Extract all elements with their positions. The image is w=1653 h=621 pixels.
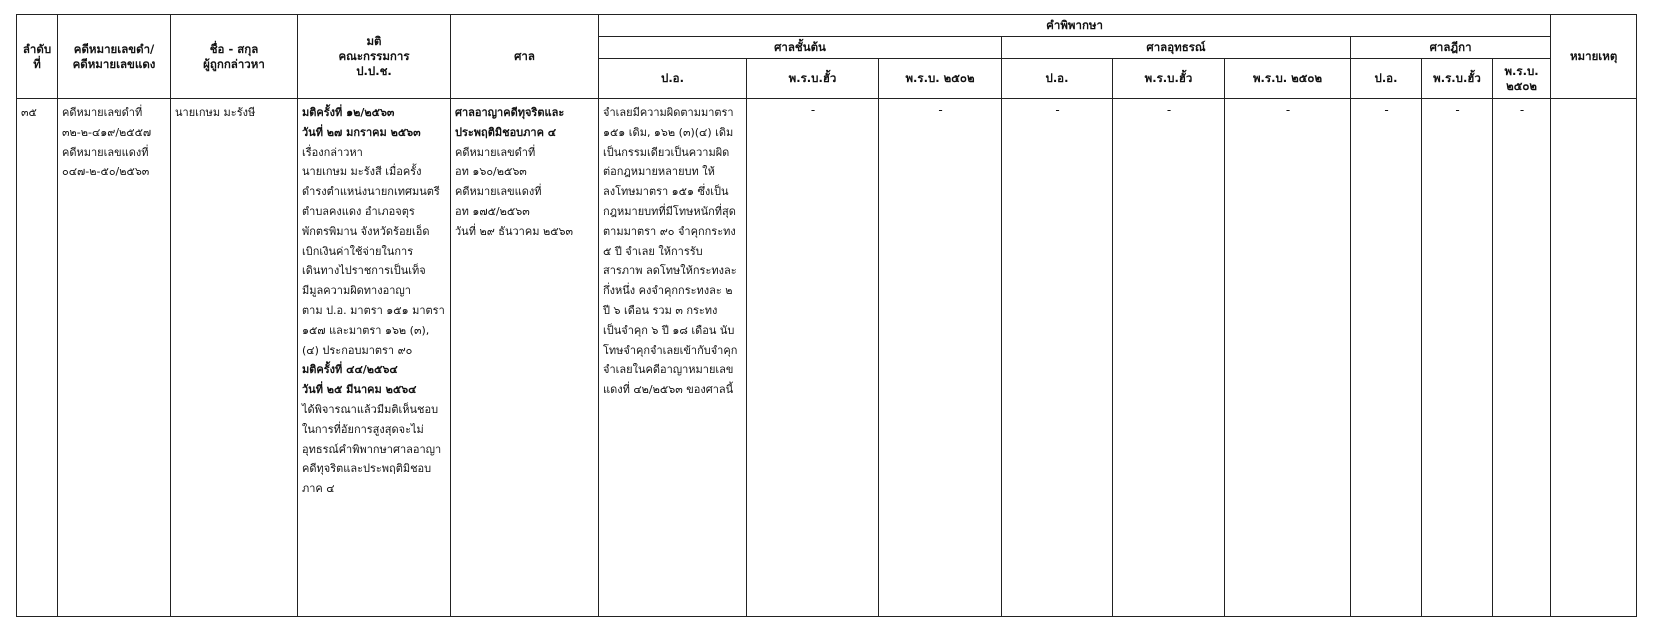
row-supreme-act-2502 (1493, 99, 1551, 617)
judgment-line: โทษจำคุกจำเลยเข้ากับจำคุก (603, 343, 738, 357)
case-number-line: ๐๔๗-๒-๕๐/๒๕๖๓ (62, 165, 150, 179)
row-supreme-criminal-code (1351, 99, 1422, 617)
judgment-line: กฎหมายบทที่มีโทษหนักที่สุด (603, 204, 736, 218)
text-line: วันที่ ๒๕ มีนาคม ๒๕๖๔ (302, 383, 417, 397)
header-supreme-act-old: พ.ร.บ.ฮั้ว (1422, 59, 1493, 99)
judgment-line: ตามมาตรา ๙๐ จำคุกกระทง (603, 224, 736, 238)
text-line: อุทธรณ์คำพิพากษาศาลอาญา (302, 442, 442, 456)
header-committee-resolution: มติ คณะกรรมการ ป.ป.ช. (298, 15, 451, 99)
text-line: ในการที่อัยการสูงสุดจะไม่ (302, 422, 424, 436)
row-appeal-act-old (1113, 99, 1225, 617)
judgment-line: จำเลยมีความผิดตามมาตรา (603, 106, 734, 119)
row-first-act-old (747, 99, 879, 617)
text-line: วันที่ ๒๗ มกราคม ๒๕๖๓ (302, 125, 421, 139)
text-line: เบิกเงินค่าใช้จ่ายในการ (302, 244, 414, 258)
text-line: มติครั้งที่ ๑๒/๒๕๖๓ (302, 106, 395, 119)
header-supreme-act-2502: พ.ร.บ. ๒๕๐๒ (1493, 59, 1551, 99)
judgment-line: ต่อกฎหมายหลายบท ให้ (603, 165, 715, 179)
row-appeal-criminal-code (1002, 99, 1113, 617)
text-line: ๑๕๗ และมาตรา ๑๖๒ (๓), (302, 323, 430, 337)
dash-mark: - (1055, 103, 1060, 117)
text-line: มติครั้งที่ ๔๔/๒๕๖๔ (302, 363, 398, 377)
judgment-line: สารภาพ ลดโทษให้กระทงละ (603, 264, 737, 278)
text-line: ตำบลคงแดง อำเภอจตุร (302, 204, 415, 218)
text-line: พักตรพิมาน จังหวัดร้อยเอ็ด (302, 224, 430, 238)
text-line: มีมูลความผิดทางอาญา (302, 284, 411, 298)
case-number-line: คดีหมายเลขดำที่ (62, 106, 143, 119)
row-first-criminal-code (599, 99, 747, 617)
text-line: คดีทุจริตและประพฤติมิชอบ (302, 462, 432, 476)
header-appeal-act-2502: พ.ร.บ. ๒๕๐๒ (1225, 59, 1351, 99)
text-line: วันที่ ๒๙ ธันวาคม ๒๕๖๓ (455, 224, 574, 238)
text-line: (๔) ประกอบมาตรา ๙๐ (302, 343, 413, 357)
header-appeal-criminal-code: ป.อ. (1002, 59, 1113, 99)
text-line: อท ๑๗๕/๒๕๖๓ (455, 204, 530, 218)
row-order: ๓๕ (17, 99, 58, 617)
text-line: ตาม ป.อ. มาตรา ๑๕๑ มาตรา (302, 303, 445, 317)
header-supreme-court: ศาลฎีกา (1351, 37, 1551, 59)
header-first-act-2502: พ.ร.บ. ๒๕๐๒ (879, 59, 1002, 99)
judgment-line: ปี ๖ เดือน รวม ๓ กระทง (603, 303, 718, 317)
header-judgment: คำพิพากษา (599, 15, 1551, 37)
text-line: คดีหมายเลขดำที่ (455, 145, 536, 159)
judgment-line: เป็นกรรมเดียวเป็นความผิด (603, 145, 730, 159)
dash-mark: - (1166, 103, 1172, 117)
header-appeal-act-old: พ.ร.บ.ฮั้ว (1113, 59, 1225, 99)
row-court (451, 99, 599, 617)
dash-mark: - (1384, 103, 1389, 117)
dash-mark: - (938, 103, 943, 117)
header-first-act-old: พ.ร.บ.ฮั้ว (747, 59, 879, 99)
header-order: ลำดับ ที่ (17, 15, 58, 99)
dash-mark: - (810, 103, 816, 117)
judgment-table-sheet (16, 14, 1636, 621)
header-first-court: ศาลชั้นต้น (599, 37, 1002, 59)
judgment-line: จำเลยในคดีอาญาหมายเลข (603, 363, 734, 377)
judgment-line: กึ่งหนึ่ง คงจำคุกกระทงละ ๒ (603, 284, 733, 298)
header-accused-name: ชื่อ - สกุล ผู้ถูกกล่าวหา (171, 15, 298, 99)
header-supreme-criminal-code: ป.อ. (1351, 59, 1422, 99)
judgment-line: ๕ ปี จำเลย ให้การรับ (603, 244, 703, 258)
judgment-line: เป็นจำคุก ๖ ปี ๑๘ เดือน นับ (603, 323, 735, 337)
text-line: ประพฤติมิชอบภาค ๔ (455, 125, 557, 139)
header-court: ศาล (451, 15, 599, 99)
judgment-table (16, 14, 1637, 617)
row-first-act-2502 (879, 99, 1002, 617)
judgment-line: ลงโทษมาตรา ๑๕๑ ซึ่งเป็น (603, 185, 729, 199)
row-remark (1551, 99, 1637, 617)
case-number-line: คดีหมายเลขแดงที่ (62, 145, 149, 159)
judgment-line: ๑๕๑ เดิม, ๑๖๒ (๓)(๔) เดิม (603, 125, 734, 139)
row-accused-name: นายเกษม มะรังษี (171, 99, 298, 617)
text-line: ภาค ๔ (302, 482, 335, 496)
text-line: ได้พิจารณาแล้วมีมติเห็นชอบ (302, 402, 439, 416)
header-first-criminal-code: ป.อ. (599, 59, 747, 99)
table-row (17, 99, 1637, 617)
case-number-line: ๓๒-๒-๔๑๙/๒๕๕๗ (62, 125, 152, 139)
row-appeal-act-2502 (1225, 99, 1351, 617)
dash-mark: - (1455, 103, 1460, 117)
text-line: นายเกษม มะรังสี เมื่อครั้ง (302, 165, 422, 179)
judgment-line: แดงที่ ๔๒/๒๕๖๓ ของศาลนี้ (603, 383, 734, 397)
row-case-number (58, 99, 171, 617)
text-line: คดีหมายเลขแดงที่ (455, 185, 542, 199)
header-remark: หมายเหตุ (1551, 15, 1637, 99)
text-line: เรื่องกล่าวหา (302, 145, 363, 159)
text-line: เดินทางไปราชการเป็นเท็จ (302, 264, 426, 278)
text-line: อท ๑๖๐/๒๕๖๓ (455, 165, 527, 179)
dash-mark: - (1519, 103, 1525, 117)
row-supreme-act-old (1422, 99, 1493, 617)
dash-mark: - (1285, 103, 1291, 117)
row-committee-resolution (298, 99, 451, 617)
header-appeal-court: ศาลอุทธรณ์ (1002, 37, 1351, 59)
header-case-number: คดีหมายเลขดำ/ คดีหมายเลขแดง (58, 15, 171, 99)
text-line: ดำรงตำแหน่งนายกเทศมนตรี (302, 185, 440, 199)
text-line: ศาลอาญาคดีทุจริตและ (455, 106, 565, 119)
